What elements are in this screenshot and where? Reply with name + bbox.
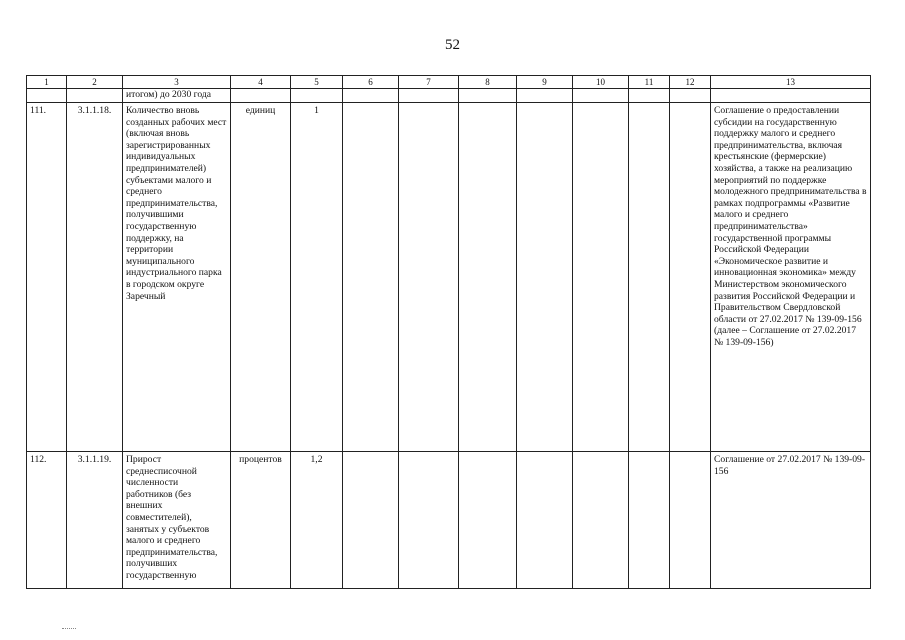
column-header: 1 — [27, 76, 67, 89]
column-header: 5 — [291, 76, 343, 89]
row-code: 3.1.1.19. — [67, 452, 123, 589]
column-header: 9 — [517, 76, 573, 89]
scan-artifact — [62, 628, 76, 635]
unit: процентов — [231, 452, 291, 589]
source-document: Соглашение от 27.02.2017 № 139-09-156 — [711, 452, 871, 589]
page-number: 52 — [445, 37, 460, 53]
column-header: 8 — [459, 76, 517, 89]
continuation-text: итогом) до 2030 года — [123, 89, 231, 103]
source-document: Соглашение о предоставлении субсидии на государственную поддержку малого и среднего предпринимательства, включая крестьянские (фермерские) хозяйства, а также на реализацию мероприятий по поддержке молодежного предпринимательства в рамках подпрограммы «Развитие малого и среднего предпринимательства» государственной программы Российской Федерации «Экономическое развитие и инновационная экономика» между Министерством экономического развития Российской Федерации и Правительством Свердловской области от 27.02.2017 № 139-09-156 (далее – Соглашение от 27.02.2017 № 139-09-156) — [711, 103, 871, 452]
table-row — [27, 103, 871, 452]
column-number-row — [27, 76, 871, 89]
indicator-name: Количество вновь созданных рабочих мест (включая вновь зарегистрированных индивидуальных предпринимателей) субъектами малого и среднего предпринимательства, получившими государственную поддержку, на территории муниципального индустриального парка в городском округе Заречный — [123, 103, 231, 452]
column-header: 10 — [573, 76, 629, 89]
column-header: 13 — [711, 76, 871, 89]
row-code: 3.1.1.18. — [67, 103, 123, 452]
value: 1,2 — [291, 452, 343, 589]
column-header: 7 — [399, 76, 459, 89]
column-header: 12 — [670, 76, 711, 89]
unit: единиц — [231, 103, 291, 452]
continuation-row — [27, 89, 871, 103]
table-row — [27, 452, 871, 589]
row-number: 111. — [27, 103, 67, 452]
column-header: 4 — [231, 76, 291, 89]
indicator-name: Прирост среднесписочной численности работников (без внешних совместителей), занятых у субъектов малого и среднего предпринимательства, получивших государственную — [123, 452, 231, 589]
row-number: 112. — [27, 452, 67, 589]
column-header: 6 — [343, 76, 399, 89]
column-header: 11 — [629, 76, 670, 89]
column-header: 3 — [123, 76, 231, 89]
indicators-table — [26, 75, 871, 589]
column-header: 2 — [67, 76, 123, 89]
value: 1 — [291, 103, 343, 452]
